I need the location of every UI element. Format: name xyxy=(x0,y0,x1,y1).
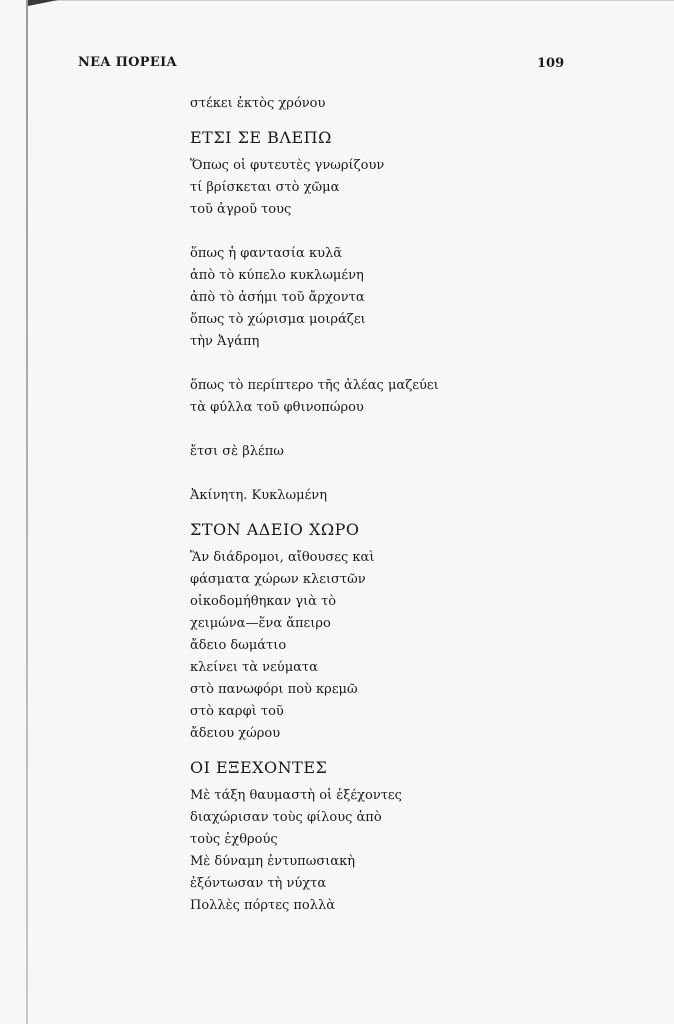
poem-line: χειμώνα—ἕνα ἄπειρο xyxy=(190,616,331,631)
continuation-line: στέκει ἐκτὸς χρόνου xyxy=(190,96,326,111)
poem-line: οἰκοδομήθηκαν γιὰ τὸ xyxy=(190,594,337,609)
poem-line: ἐξόντωσαν τὴ νύχτα xyxy=(190,876,327,891)
running-head: ΝΕΑ ΠΟΡΕΙΑ xyxy=(78,55,177,70)
page-edge-left xyxy=(26,0,28,1024)
poem-line: διαχώρισαν τοὺς φίλους ἀπὸ xyxy=(190,810,382,825)
poem-line: ἄδειο δωμάτιο xyxy=(190,638,287,653)
poem-title: ΟΙ ΕΞΕΧΟΝΤΕΣ xyxy=(190,758,328,777)
poem-line: Μὲ δύναμη ἐντυπωσιακὴ xyxy=(190,854,355,869)
poem-line: τί βρίσκεται στὸ χῶμα xyxy=(190,180,340,195)
stanza xyxy=(190,785,630,917)
poem-line: ἄδειου χώρου xyxy=(190,726,281,741)
poem-line: Ἀκίνητη. Κυκλωμένη xyxy=(190,488,328,503)
poem-line: τὴν Ἀγάπη xyxy=(190,334,260,349)
stanza xyxy=(190,441,630,463)
stanza xyxy=(190,155,630,221)
poem-line: ὅπως τὸ περίπτερο τῆς ἀλέας μαζεύει xyxy=(190,378,439,393)
stanza xyxy=(190,485,630,507)
poem-line: Ἂν διάδρομοι, αἴθουσες καὶ xyxy=(190,550,375,565)
stanza xyxy=(190,243,630,353)
poem-title: ΕΤΣΙ ΣΕ ΒΛΕΠΩ xyxy=(190,128,332,147)
poem-line: Πολλὲς πόρτες πολλὰ xyxy=(190,898,336,913)
poem-line: Μὲ τάξη θαυμαστὴ οἱ ἐξέχοντες xyxy=(190,788,402,803)
stanza xyxy=(190,375,630,419)
page-number: 109 xyxy=(537,56,565,71)
page-edge-top xyxy=(28,0,674,13)
poem-line: τοῦ ἀγροῦ τους xyxy=(190,202,292,217)
poem-line: κλείνει τὰ νεύματα xyxy=(190,660,318,675)
poem-line: Ὅπως οἱ φυτευτὲς γνωρίζουν xyxy=(190,158,385,173)
poem-line: ὅπως τὸ χώρισμα μοιράζει xyxy=(190,312,366,327)
poem-line: ἀπὸ τὸ ἀσήμι τοῦ ἄρχοντα xyxy=(190,290,365,305)
poem-title: ΣΤΟΝ ΑΔΕΙΟ ΧΩΡΟ xyxy=(190,520,360,539)
poem-line: ἔτσι σὲ βλέπω xyxy=(190,444,284,459)
stanza xyxy=(190,547,630,745)
poem-line: ὅπως ἡ φαντασία κυλᾶ xyxy=(190,246,342,261)
poem-line: φάσματα χώρων κλειστῶν xyxy=(190,572,366,587)
poem-line: τὰ φύλλα τοῦ φθινοπώρου xyxy=(190,400,364,415)
poem-line: στὸ καρφὶ τοῦ xyxy=(190,704,284,719)
poem-line: ἀπὸ τὸ κύπελο κυκλωμένη xyxy=(190,268,364,283)
poem-line: στὸ πανωφόρι ποὺ κρεμῶ xyxy=(190,682,358,697)
poem-line: τοὺς ἐχθρούς xyxy=(190,832,278,847)
poem-text xyxy=(190,93,630,917)
